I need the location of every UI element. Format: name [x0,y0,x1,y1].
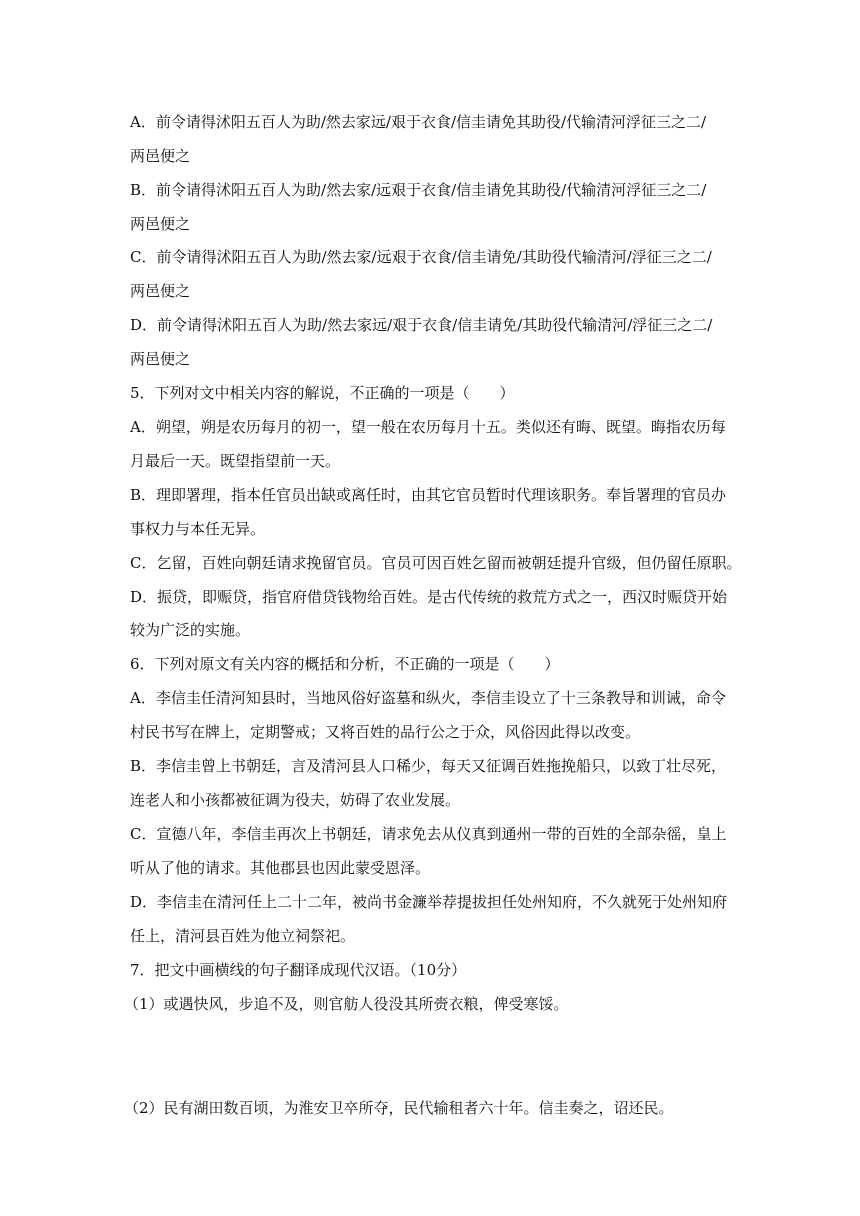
option-4d-line-2: 两邑便之 [130,350,191,368]
option-4c-line-2: 两邑便之 [130,282,191,300]
option-4c-line-1: C．前令请得沭阳五百人为助/然去家/远艰于衣食/信圭请免/其助役代输清河/浮征三之二/ [130,248,712,266]
option-5c-line-1: C．乞留，百姓向朝廷请求挽留官员。官员可因百姓乞留而被朝廷提升官级，但仍留任原职。 [130,554,742,572]
option-4b-line-2: 两邑便之 [130,215,191,233]
option-5a-line-2: 月最后一天。既望指望前一天。 [130,452,341,470]
question-7-part-1: （1）或遇快风，步追不及，则官舫人役没其所赍衣粮，俾受寒馁。 [124,995,569,1013]
option-6b-line-1: B．李信圭曾上书朝廷，言及清河县人口稀少，每天又征调百姓拖挽船只，以致丁壮尽死， [130,757,727,775]
option-4d-line-1: D．前令请得沭阳五百人为助/然去家远/艰于衣食/信圭请免/其助役代输清河/浮征三之二/ [130,316,713,334]
option-5d-line-1: D．振贷，即赈贷，指官府借贷钱物给百姓。是古代传统的救荒方式之一，西汉时赈贷开始 [130,588,728,606]
option-6c-line-1: C．宣德八年，李信圭再次上书朝廷，请求免去从仪真到通州一带的百姓的全部杂徭，皇上 [130,825,727,843]
option-6d-line-1: D．李信圭在清河任上二十二年，被尚书金濂举荐提拔担任处州知府，不久就死于处州知府 [130,893,728,911]
option-5d-line-2: 较为广泛的实施。 [130,621,251,639]
option-6d-line-2: 任上，清河县百姓为他立祠祭祀。 [130,927,356,945]
option-4b-line-1: B．前令请得沭阳五百人为助/然去家/远艰于衣食/信圭请免其助役/代输清河浮征三之二/ [130,181,707,199]
option-4a-line-2: 两邑便之 [130,147,191,165]
option-6a-line-1: A．李信圭任清河知县时，当地风俗好盗墓和纵火，李信圭设立了十三条教导和训诫，命令 [130,689,726,707]
option-5b-line-1: B．理即署理，指本任官员出缺或离任时，由其它官员暂时代理该职务。奉旨署理的官员办 [130,486,727,504]
question-7-part-2: （2）民有湖田数百顷，为淮安卫卒所夺，民代输租者六十年。信圭奏之，诏还民。 [124,1099,674,1117]
question-6-stem: 6．下列对原文有关内容的概括和分析，不正确的一项是（ ） [130,655,560,673]
option-6b-line-2: 连老人和小孩都被征调为役夫，妨碍了农业发展。 [130,791,461,809]
option-5a-line-1: A．朔望，朔是农历每月的初一，望一般在农历每月十五。类似还有晦、既望。晦指农历每 [130,418,726,436]
question-5-stem: 5．下列对文中相关内容的解说，不正确的一项是（ ） [130,384,515,402]
option-6a-line-2: 村民书写在牌上，定期警戒；又将百姓的品行公之于众，风俗因此得以改变。 [130,723,641,741]
option-4a-line-1: A．前令请得沭阳五百人为助/然去家远/艰于衣食/信圭请免其助役/代输清河浮征三之二/ [130,113,707,131]
question-7-stem: 7．把文中画横线的句子翻译成现代汉语。（10分） [130,961,467,979]
option-6c-line-2: 听从了他的请求。其他郡县也因此蒙受恩泽。 [130,859,431,877]
option-5b-line-2: 事权力与本任无异。 [130,520,266,538]
